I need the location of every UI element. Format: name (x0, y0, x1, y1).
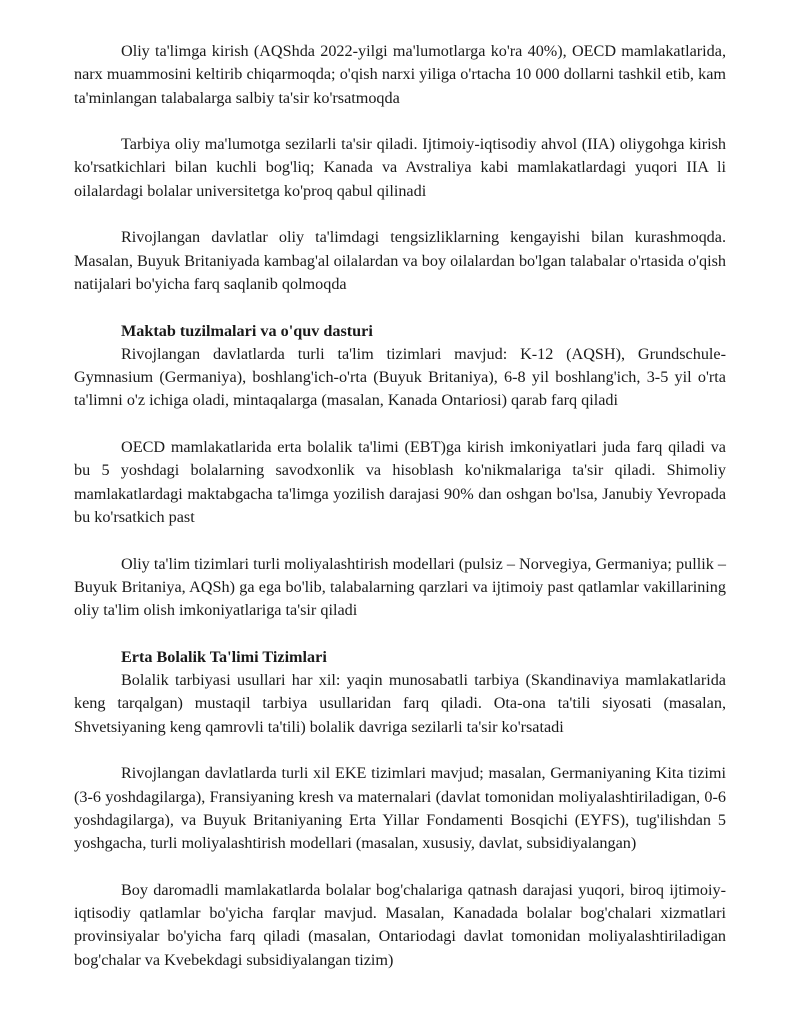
document-page (74, 40, 726, 972)
paragraph: Rivojlangan davlatlarda turli xil EKE tizimlari mavjud; masalan, Germaniyaning Kita tizimi (3-6 yoshdagilarga), Fransiyaning kresh va maternalari (davlat tomonidan moliyalashtiriladigan, 0-6 yoshdagilarga), va Buyuk Britaniyaning Erta Yillar Fondamenti Bosqichi (EYFS), tug'ilishdan 5 yoshgacha, turli moliyalashtirish modellari (masalan, xususiy, davlat, subsidiyalangan) (74, 764, 726, 853)
paragraph: Oliy ta'lim tizimlari turli moliyalashtirish modellari (pulsiz – Norvegiya, Germaniya; pullik – Buyuk Britaniya, AQSh) ga ega bo'lib, talabalarning qarzlari va ijtimoiy past qatlamlar vakillarining oliy ta'lim olish imkoniyatlariga ta'sir qiladi (74, 554, 726, 620)
section-heading: Erta Bolalik Ta'limi Tizimlari (121, 647, 327, 666)
section-heading: Maktab tuzilmalari va o'quv dasturi (121, 321, 373, 340)
paragraph: Tarbiya oliy ma'lumotga sezilarli ta'sir qiladi. Ijtimoiy-iqtisodiy ahvol (IIA) oliygohga kirish ko'rsatkichlari bilan kuchli bog'liq; Kanada va Avstraliya kabi mamlakatlardagi yuqori IIA li oilalardagi bolalar universitetga ko'proq qabul qilinadi (74, 135, 726, 200)
paragraph: Rivojlangan davlatlar oliy ta'limdagi tengsizliklarning kengayishi bilan kurashmoqda. Masalan, Buyuk Britaniyada kambag'al oilalardan va boy oilalardan bo'lgan talabalar o'rtasida o'qish natijalari bo'yicha farq saqlanib qolmoqda (74, 228, 726, 293)
paragraph: OECD mamlakatlarida erta bolalik ta'limi (EBT)ga kirish imkoniyatlari juda farq qiladi va bu 5 yoshdagi bolalarning savodxonlik va hisoblash ko'nikmalariga ta'sir qiladi. Shimoliy mamlakatlardagi maktabgacha ta'limga yozilish darajasi 90% dan oshgan bo'lsa, Janubiy Yevropada bu ko'rsatkich past (74, 438, 726, 526)
paragraph: Bolalik tarbiyasi usullari har xil: yaqin munosabatli tarbiya (Skandinaviya mamlakatlarida keng tarqalgan) mustaqil tarbiya usullaridan farq qiladi. Ota-ona ta'tili siyosati (masalan, Shvetsiyaning keng qamrovli ta'tili) bolalik davriga sezilarli ta'sir ko'rsatadi (74, 671, 726, 736)
paragraph: Rivojlangan davlatlarda turli ta'lim tizimlari mavjud: K-12 (AQSH), Grundschule-Gymnasium (Germaniya), boshlang'ich-o'rta (Buyuk Britaniya), 6-8 yil boshlang'ich, 3-5 yil o'rta ta'limni o'z ichiga oladi, mintaqalarga (masalan, Kanada Ontariosi) qarab farq qiladi (74, 344, 726, 410)
paragraph: Boy daromadli mamlakatlarda bolalar bog'chalariga qatnash darajasi yuqori, biroq ijtimoiy-iqtisodiy qatlamlar bo'yicha farqlar mavjud. Masalan, Kanadada bolalar bog'chalari xizmatlari provinsiyalar bo'yicha farq qiladi (masalan, Ontariodagi davlat tomonidan moliyalashtiriladigan bog'chalar va Kvebekdagi subsidiyalangan tizim) (74, 880, 726, 969)
paragraph: Oliy ta'limga kirish (AQShda 2022-yilgi ma'lumotlarga ko'ra 40%), OECD mamlakatlarida, narx muammosini keltirib chiqarmoqda; o'qish narxi yiliga o'rtacha 10 000 dollarni tashkil etib, kam ta'minlangan talabalarga salbiy ta'sir ko'rsatmoqda (74, 42, 726, 107)
